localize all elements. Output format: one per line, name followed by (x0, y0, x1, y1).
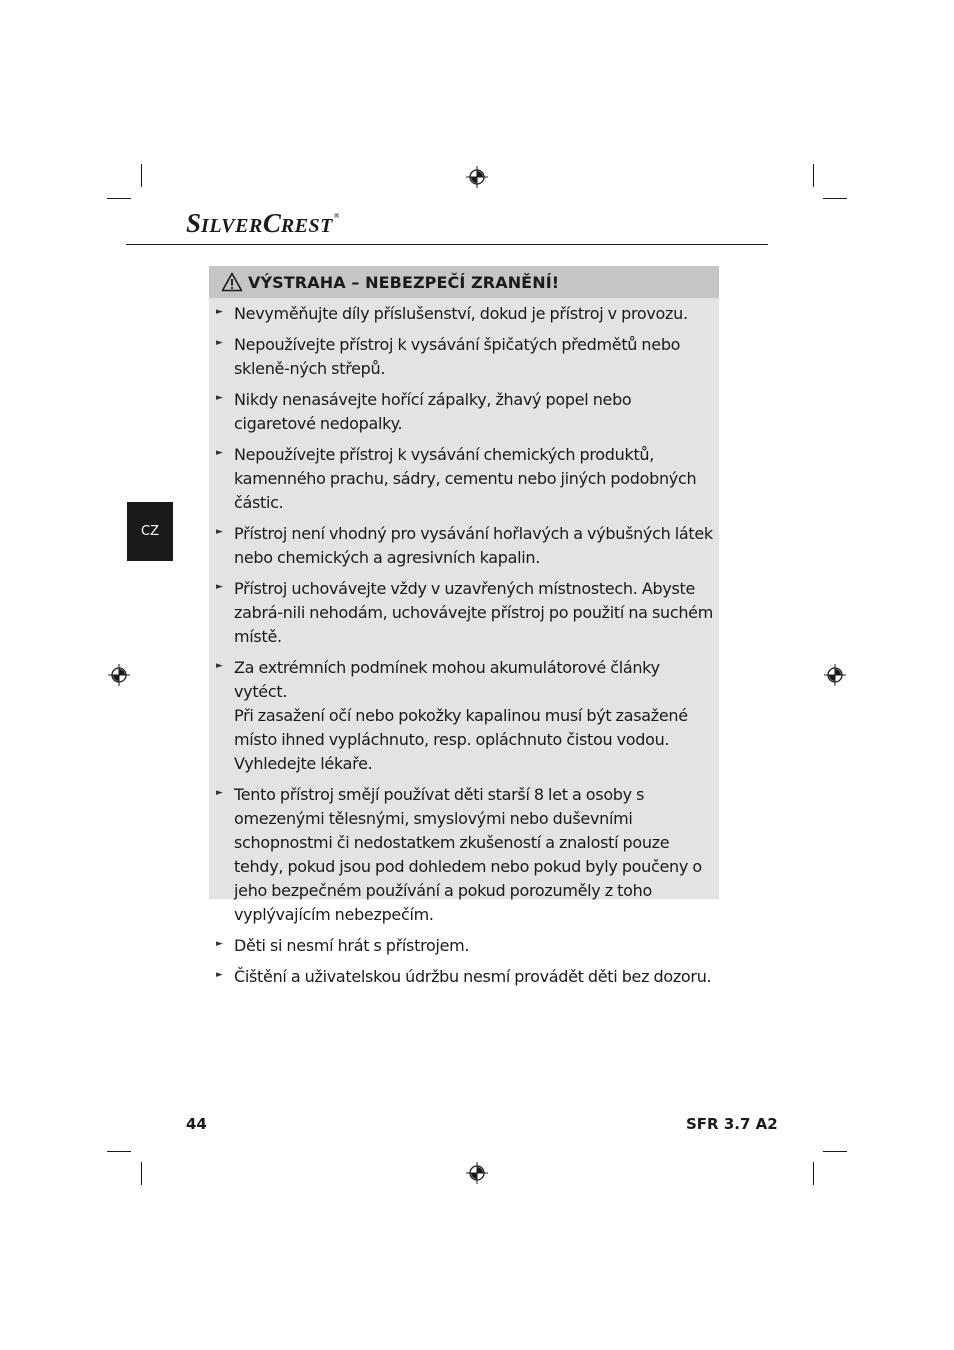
logo-letter: S (186, 208, 202, 238)
logo-letter: C (262, 208, 281, 238)
arrow-bullet-icon: ► (216, 307, 223, 317)
list-item (209, 577, 719, 649)
list-item (209, 302, 719, 326)
list-item-text: Nepoužívejte přístroj k vysávání chemických produktů, kamenného prachu, sádry, cementu nebo jiných podobných částic. (234, 445, 697, 512)
list-item (209, 934, 719, 958)
list-item-text: Nepoužívejte přístroj k vysávání špičatých předmětů nebo skleně-ných střepů. (234, 335, 681, 378)
crop-mark-br-v (813, 1162, 814, 1185)
model-number: SFR 3.7 A2 (686, 1115, 778, 1133)
list-item-text: Nevyměňujte díly příslušenství, dokud je přístroj v provozu. (234, 304, 688, 323)
list-item (209, 656, 719, 776)
list-item (209, 965, 719, 989)
crop-mark-bl-h (107, 1151, 131, 1152)
arrow-bullet-icon: ► (216, 939, 223, 949)
warning-list (209, 298, 719, 989)
arrow-bullet-icon: ► (216, 788, 223, 798)
language-tab-label: CZ (141, 524, 159, 539)
registration-mark-top-icon (466, 166, 488, 188)
logo-text: REST (280, 215, 333, 237)
arrow-bullet-icon: ► (216, 582, 223, 592)
registration-mark-bottom-icon (466, 1162, 488, 1184)
crop-mark-tr-h (823, 198, 847, 199)
list-item-text: Děti si nesmí hrát s přístrojem. (234, 936, 470, 955)
list-item (209, 333, 719, 381)
arrow-bullet-icon: ► (216, 661, 223, 671)
list-item-text: Přístroj uchovávejte vždy v uzavřených místnostech. Abyste zabrá-nili nehodám, uchovávejte přístroj po použití na suchém místě. (234, 579, 713, 646)
page-number: 44 (186, 1115, 207, 1133)
warning-triangle-icon (221, 272, 243, 292)
arrow-bullet-icon: ► (216, 448, 223, 458)
crop-mark-bl-v (141, 1162, 142, 1185)
silvercrest-logo (186, 210, 339, 237)
registration-mark-left-icon (108, 664, 130, 686)
list-item-text: Tento přístroj smějí používat děti starší 8 let a osoby s omezenými tělesnými, smyslovými nebo duševními schopnostmi či nedostatkem zkušeností a znalostí pouze tehdy, pokud jsou pod dohledem nebo pokud byly poučeny o jeho bezpečném používání a pokud porozuměly z toho vyplývajícím nebezpečím. (234, 785, 702, 924)
registered-mark: ® (333, 212, 340, 220)
list-item-text: Nikdy nenasávejte hořící zápalky, žhavý popel nebo cigaretové nedopalky. (234, 390, 632, 433)
registration-mark-right-icon (824, 664, 846, 686)
arrow-bullet-icon: ► (216, 393, 223, 403)
list-item-text: Čištění a uživatelskou údržbu nesmí provádět děti bez dozoru. (234, 967, 712, 986)
list-item (209, 783, 719, 927)
logo-text: ILVER (201, 215, 263, 237)
crop-mark-tl-v (141, 164, 142, 187)
arrow-bullet-icon: ► (216, 970, 223, 980)
list-item (209, 443, 719, 515)
warning-box (209, 266, 719, 986)
list-item-text: Za extrémních podmínek mohou akumulátorové články vytéct. Při zasažení očí nebo pokožky kapalinou musí být zasažené místo ihned vypláchnuto, resp. opláchnuto čistou vodou. Vyhledejte lékaře. (234, 658, 688, 773)
warning-header (209, 266, 719, 298)
arrow-bullet-icon: ► (216, 527, 223, 537)
language-tab (127, 502, 173, 561)
list-item (209, 522, 719, 570)
header-rule (126, 244, 768, 245)
list-item-text: Přístroj není vhodný pro vysávání hořlavých a výbušných látek nebo chemických a agresivních kapalin. (234, 524, 713, 567)
list-item (209, 388, 719, 436)
warning-title: VÝSTRAHA – NEBEZPEČÍ ZRANĚNÍ! (248, 272, 560, 292)
arrow-bullet-icon: ► (216, 338, 223, 348)
crop-mark-tl-h (107, 198, 131, 199)
crop-mark-tr-v (813, 164, 814, 187)
crop-mark-br-h (823, 1151, 847, 1152)
